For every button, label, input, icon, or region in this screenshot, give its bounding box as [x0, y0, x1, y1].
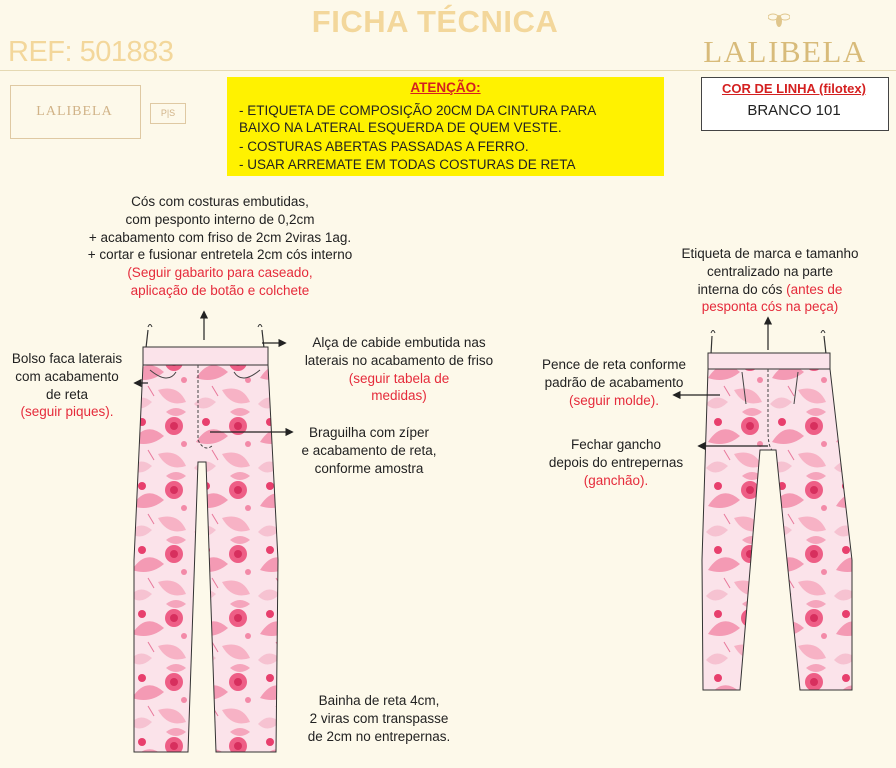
note-line: depois do entrepernas — [548, 454, 684, 470]
note-line: Bolso faca laterais — [11, 351, 123, 366]
note-line: Cós com costuras embutidas, — [131, 194, 309, 209]
note-line: com pesponto interno de 0,2cm — [125, 211, 315, 227]
note-line: + acabamento com friso de 2cm 2viras 1ag. — [88, 229, 352, 245]
label-brand: LALIBELA — [36, 104, 113, 119]
note-line: Braguilha com zíper — [308, 425, 430, 440]
note-line-red: (ganchão). — [583, 472, 649, 488]
note-line — [660, 281, 880, 299]
thread-color-value: BRANCO 101 — [747, 102, 841, 119]
note-line: e acabamento de reta, — [301, 442, 437, 458]
waistband-note — [30, 193, 410, 300]
note-line-red: medidas) — [371, 388, 427, 404]
front-pants-drawing — [134, 325, 278, 753]
hanger-note — [286, 334, 512, 405]
note-line: de 2cm no entrepernas. — [307, 728, 451, 744]
note-line-red: pesponta cós na peça) — [701, 299, 839, 315]
brand-logo: LALIBELA — [703, 34, 867, 69]
hem-note — [288, 692, 470, 745]
note-line: com acabamento — [15, 368, 119, 384]
note-line: de reta — [45, 386, 89, 402]
note-line: + cortar e fusionar entretela 2cm cós interno — [87, 247, 353, 263]
note-line: padrão de acabamento — [544, 374, 684, 390]
note-line: laterais no acabamento de friso — [304, 352, 494, 368]
hook-note — [528, 436, 704, 489]
note-line-red: (Seguir gabarito para caseado, — [127, 265, 313, 281]
page-title: FICHA TÉCNICA — [311, 4, 559, 39]
back-pants-drawing — [702, 331, 852, 691]
label-size-tag: P|S — [150, 103, 186, 124]
note-line: centralizado na parte — [706, 263, 834, 279]
note-line-red: aplicação de botão e colchete — [130, 282, 310, 298]
thread-color-title: COR DE LINHA (filotex) — [722, 81, 866, 96]
brand-label-note — [660, 245, 880, 316]
note-line: Alça de cabide embutida nas — [312, 335, 486, 350]
note-line: 2 viras com transpasse — [309, 710, 449, 726]
note-line-red: (seguir molde). — [568, 392, 660, 408]
warning-line: - ETIQUETA DE COMPOSIÇÃO 20CM DA CINTURA PARA — [239, 103, 597, 118]
note-line: Fechar gancho — [570, 437, 662, 452]
pocket-note — [2, 350, 132, 421]
note-line-red: (seguir tabela de — [348, 370, 450, 386]
darts-note — [526, 356, 702, 409]
note-line: conforme amostra — [314, 460, 424, 476]
note-line: Etiqueta de marca e tamanho — [681, 246, 859, 261]
note-line: Bainha de reta 4cm, — [318, 693, 440, 708]
warning-line: - COSTURAS ABERTAS PASSADAS A FERRO. — [239, 139, 529, 154]
warning-title: ATENÇÃO: — [410, 80, 481, 95]
note-line: Pence de reta conforme — [541, 357, 687, 372]
reference-code: REF: 501883 — [8, 36, 174, 68]
zipper-note — [284, 424, 454, 477]
note-line-red: (seguir piques). — [20, 404, 114, 420]
warning-line: BAIXO NA LATERAL ESQUERDA DE QUEM VESTE. — [239, 120, 562, 135]
note-text: interna do cós — [697, 281, 787, 297]
note-text-red: (antes de — [786, 281, 843, 297]
warning-line: - USAR ARREMATE EM TODAS COSTURAS DE RETA — [239, 157, 576, 172]
